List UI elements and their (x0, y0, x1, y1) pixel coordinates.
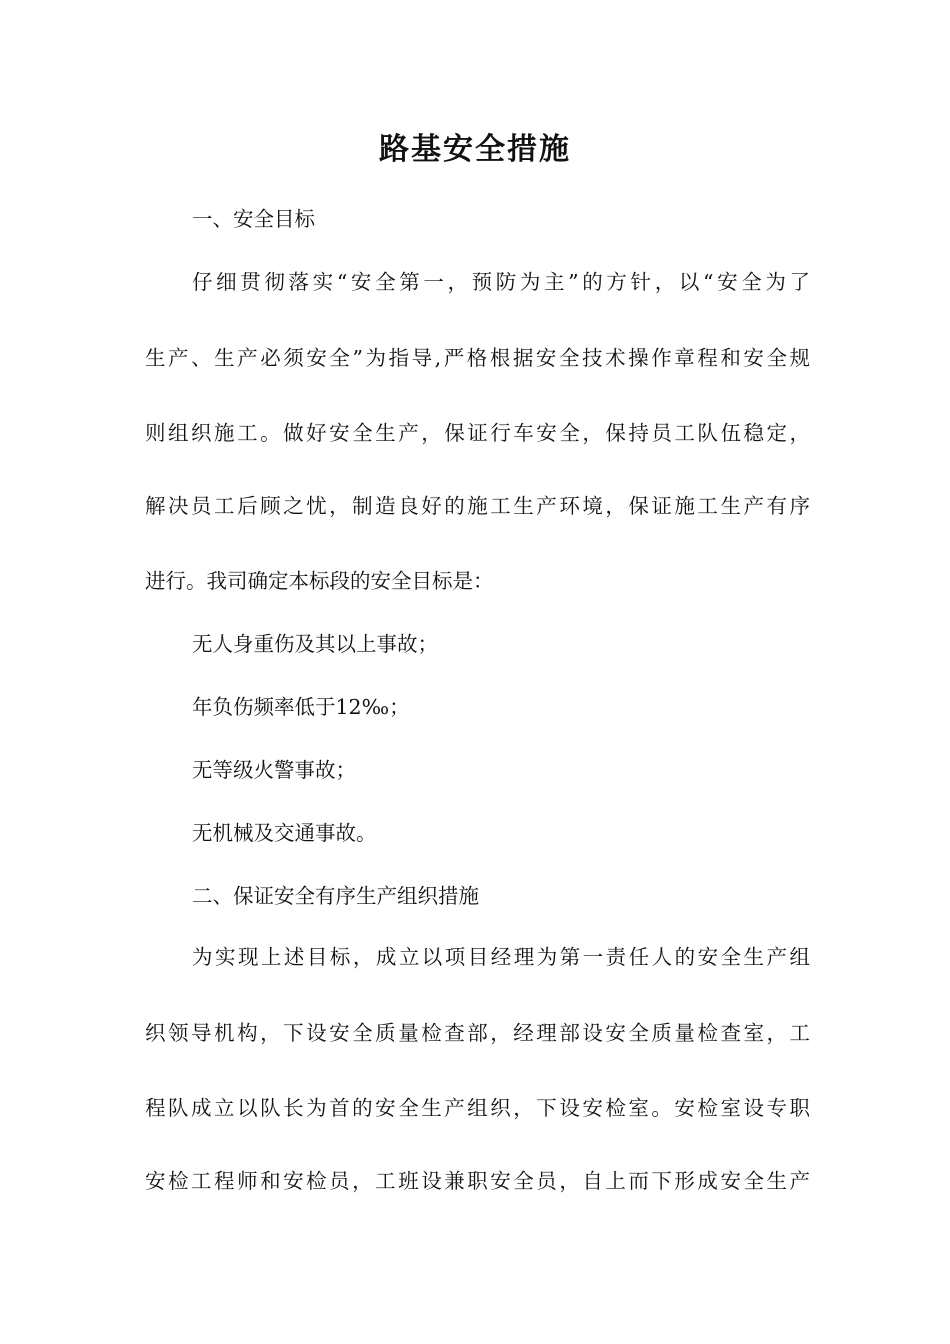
paragraph-line: 解决员工后顾之忧，制造良好的施工生产环境，保证施工生产有序 (145, 494, 810, 518)
list-item: 年负伤频率低于12‰； (192, 695, 410, 719)
section-heading-1: 一、安全目标 (192, 207, 315, 231)
paragraph-line: 仔细贯彻落实“安全第一，预防为主”的方针，以“安全为了 (192, 270, 810, 294)
list-item: 无人身重伤及其以上事故； (192, 632, 438, 656)
paragraph-line: 生产、生产必须安全”为指导,严格根据安全技术操作章程和安全规 (145, 346, 810, 370)
list-item: 无等级火警事故； (192, 758, 356, 782)
paragraph-line: 织领导机构，下设安全质量检查部，经理部设安全质量检查室，工 (145, 1021, 810, 1045)
paragraph-line: 则组织施工。做好安全生产，保证行车安全，保持员工队伍稳定， (145, 421, 810, 445)
paragraph-line: 安检工程师和安检员，工班设兼职安全员，自上而下形成安全生产 (145, 1169, 810, 1193)
document-title: 路基安全措施 (379, 132, 571, 167)
paragraph-line: 为实现上述目标，成立以项目经理为第一责任人的安全生产组 (192, 945, 810, 969)
list-item: 无机械及交通事故。 (192, 821, 377, 845)
section-heading-2: 二、保证安全有序生产组织措施 (192, 884, 479, 908)
paragraph-line: 程队成立以队长为首的安全生产组织，下设安检室。安检室设专职 (145, 1096, 810, 1120)
paragraph-line: 进行。我司确定本标段的安全目标是： (145, 569, 494, 593)
